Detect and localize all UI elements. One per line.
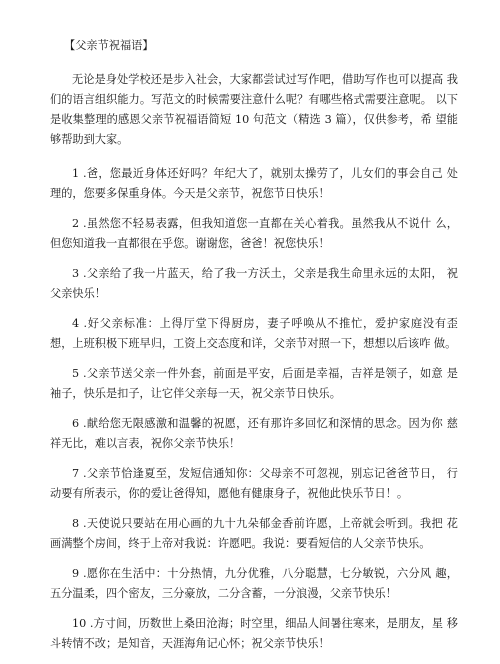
blessing-item-9: 9 .愿你在生活中：十分热情，九分优雅，八分聪慧，七分敏锐，六分风 趣，五分温柔，四个密友，三分豪放，二分含蓄，一分浪漫，父亲节快乐！ xyxy=(50,567,458,600)
blessing-item-5: 5 .父亲节送父亲一件外套，前面是平安，后面是幸福，吉祥是领子，如意 是袖子，快乐是扣子，让它伴父亲每一天，祝父亲节日快乐。 xyxy=(50,367,458,400)
intro-paragraph: 无论是身处学校还是步入社会，大家都尝试过写作吧，借助写作也可以提高 我们的语言组织能力。写范文的时候需要注意什么呢？有哪些格式需要注意呢。 以下是收集整理的感恩父亲节祝福语简短 10 句范文（精选 3 篇），仅供参考，希 望能够帮助到大家。 xyxy=(50,73,458,146)
document-body xyxy=(50,36,458,664)
blessing-item-1: 1 .爸，您最近身体还好吗？年纪大了，就别太操劳了，儿女们的事会自己 处理的，您要多保重身体。今天是父亲节，祝您节日快乐！ xyxy=(50,167,458,200)
blessing-item-10: 10 .方寸间，历数世上桑田沧海；时空里，细品人间暑往寒来，是朋友，星 移斗转情不改；是知音，天涯海角记心怀；祝父亲节快乐！ xyxy=(50,617,458,650)
blessing-item-3: 3 .父亲给了我一片蓝天，给了我一方沃土，父亲是我生命里永远的太阳， 祝父亲快乐！ xyxy=(50,267,458,300)
blessing-item-4: 4 .好父亲标准：上得厅堂下得厨房，妻子呼唤从不推忙，爱护家庭没有歪 想，上班积极下班早归，工资上交态度和详，父亲节对照一下，想想以后该咋 做。 xyxy=(50,317,458,350)
document-heading: 【父亲节祝福语】 xyxy=(64,39,154,52)
blessing-item-7: 7 .父亲节恰逢夏至，发短信通知你：父母亲不可忽视，别忘记爸爸节日， 行动要有所表示，你的爱让爸得知，愿他有健康身子，祝他此快乐节日！。 xyxy=(50,467,458,500)
blessing-item-6: 6 .献给您无限感激和温馨的祝愿，还有那许多回忆和深情的思念。因为你 慈祥无比，难以言表，祝你父亲节快乐！ xyxy=(50,417,458,450)
blessing-item-2: 2 .虽然您不轻易表露，但我知道您一直都在关心着我。虽然我从不说什 么，但您知道我一直都很在乎您。谢谢您，爸爸！祝您快乐！ xyxy=(50,217,458,250)
blessing-item-8: 8 .天使说只要站在用心画的九十九朵郁金香前许愿，上帝就会听到。我把 花画满整个房间，终于上帝对我说：许愿吧。我说：要看短信的人父亲节快乐。 xyxy=(50,517,458,550)
